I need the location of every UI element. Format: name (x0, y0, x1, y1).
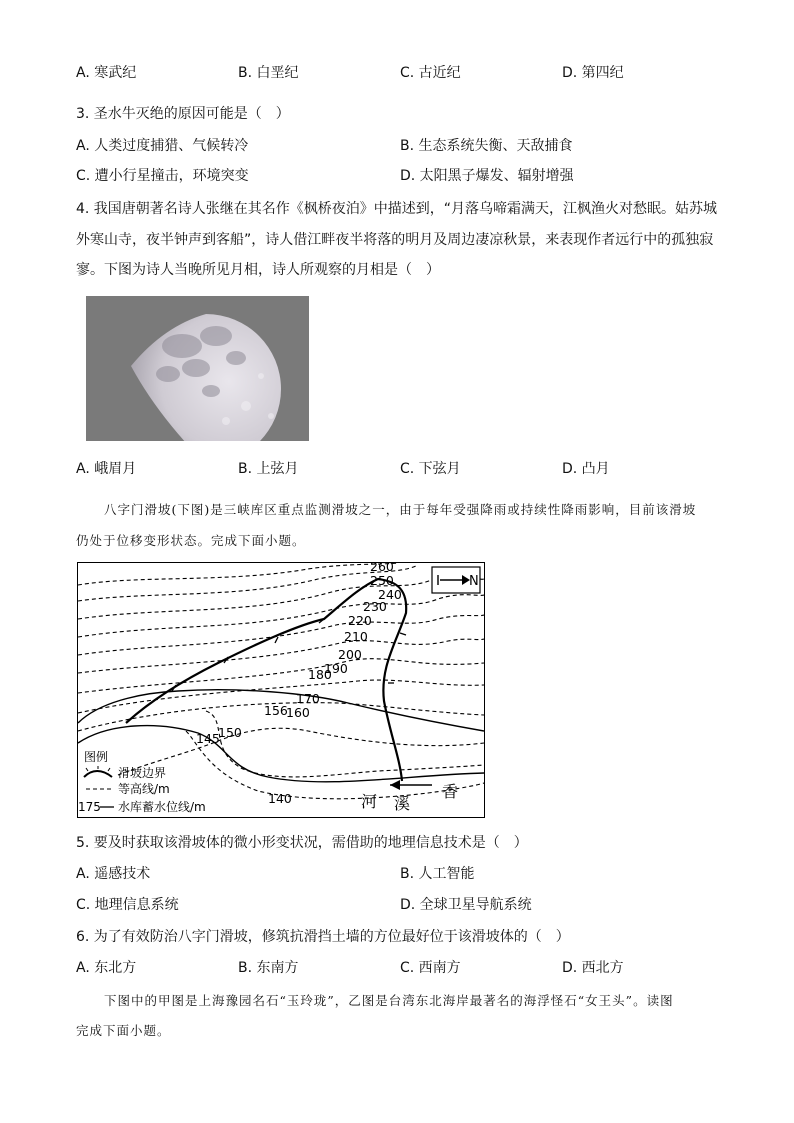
contour-label-250: 250 (370, 573, 394, 588)
contour-label-156: 156 (264, 703, 288, 718)
q3-option-a: A. 人类过度捕猎、气候转冷 (76, 138, 249, 154)
q2-option-a: A. 寒武纪 (76, 65, 137, 81)
contour-label-170: 170 (296, 691, 320, 706)
contour-label-260: 260 (370, 563, 394, 574)
river-char-1: 河 (361, 792, 378, 811)
q5-option-d: D. 全球卫星导航系统 (400, 897, 532, 913)
q6-stem: 6. 为了有效防治八字门滑坡，修筑抗滑挡土墙的方位最好位于该滑坡体的（ ） (76, 929, 570, 945)
intro-2-line-1: 下图中的甲图是上海豫园名石“玉玲珑”，乙图是台湾东北海岸最著名的海浮怪石“女王头”。读图 (104, 993, 674, 1008)
q4-option-b: B. 上弦月 (238, 461, 299, 477)
contour-label-190: 190 (324, 661, 348, 676)
q4-line-1: 4. 我国唐朝著名诗人张继在其名作《枫桥夜泊》中描述到，“月落乌啼霜满天，江枫渔火对愁眠。姑苏城 (76, 201, 718, 217)
q3-option-b: B. 生态系统失衡、天敌捕食 (400, 138, 573, 154)
q2-option-d: D. 第四纪 (562, 65, 624, 81)
moon-phase-image (86, 296, 309, 441)
contour-label-140: 140 (268, 791, 292, 806)
intro-1-line-2: 仍处于位移变形状态。完成下面小题。 (76, 533, 306, 548)
q5-stem: 5. 要及时获取该滑坡体的微小形变状况，需借助的地理信息技术是（ ） (76, 835, 528, 851)
contour-label-240: 240 (378, 587, 402, 602)
q2-option-c: C. 古近纪 (400, 65, 461, 81)
landslide-contour-map (77, 562, 485, 818)
intro-2-line-2: 完成下面小题。 (76, 1023, 171, 1038)
q5-option-b: B. 人工智能 (400, 866, 475, 882)
q4-line-2: 外寒山寺，夜半钟声到客船”，诗人借江畔夜半将落的明月及周边凄凉秋景，来表现作者远行中的孤独寂 (76, 232, 714, 248)
legend-title: 图例 (84, 750, 109, 764)
contour-label-150: 150 (218, 725, 242, 740)
q4-line-3: 寥。下图为诗人当晚所见月相，诗人所观察的月相是（ ） (76, 262, 440, 278)
river-char-2: 溪 (394, 794, 411, 813)
q4-option-c: C. 下弦月 (400, 461, 461, 477)
q5-option-c: C. 地理信息系统 (76, 897, 179, 913)
q3-stem: 3. 圣水牛灭绝的原因可能是（ ） (76, 106, 290, 122)
river-char-3: 香 (442, 782, 459, 801)
contour-label-220: 220 (348, 613, 372, 628)
q3-option-c: C. 遭小行星撞击，环境突变 (76, 168, 249, 184)
q4-option-d: D. 凸月 (562, 461, 610, 477)
contour-label-160: 160 (286, 705, 310, 720)
q3-option-d: D. 太阳黑子爆发、辐射增强 (400, 168, 574, 184)
contour-label-180: 180 (308, 667, 332, 682)
q4-option-a: A. 峨眉月 (76, 461, 137, 477)
q5-option-a: A. 遥感技术 (76, 866, 151, 882)
q2-option-b: B. 白垩纪 (238, 65, 299, 81)
intro-1-line-1: 八字门滑坡(下图)是三峡库区重点监测滑坡之一，由于每年受强降雨或持续性降雨影响，目前该滑坡 (104, 502, 697, 517)
contour-label-200: 200 (338, 647, 362, 662)
contour-label-145: 145 (196, 731, 220, 746)
legend-item-boundary: 滑坡边界 (118, 766, 167, 780)
legend-water-value: 175 (78, 800, 101, 814)
q6-option-d: D. 西北方 (562, 960, 624, 976)
q6-option-a: A. 东北方 (76, 960, 137, 976)
north-label: N (469, 574, 479, 589)
contour-label-210: 210 (344, 629, 368, 644)
legend-item-water-level: 水库蓄水位线/m (118, 800, 206, 814)
q6-option-c: C. 西南方 (400, 960, 461, 976)
contour-label-230: 230 (363, 599, 387, 614)
q6-option-b: B. 东南方 (238, 960, 299, 976)
legend-item-contour: 等高线/m (118, 782, 170, 796)
